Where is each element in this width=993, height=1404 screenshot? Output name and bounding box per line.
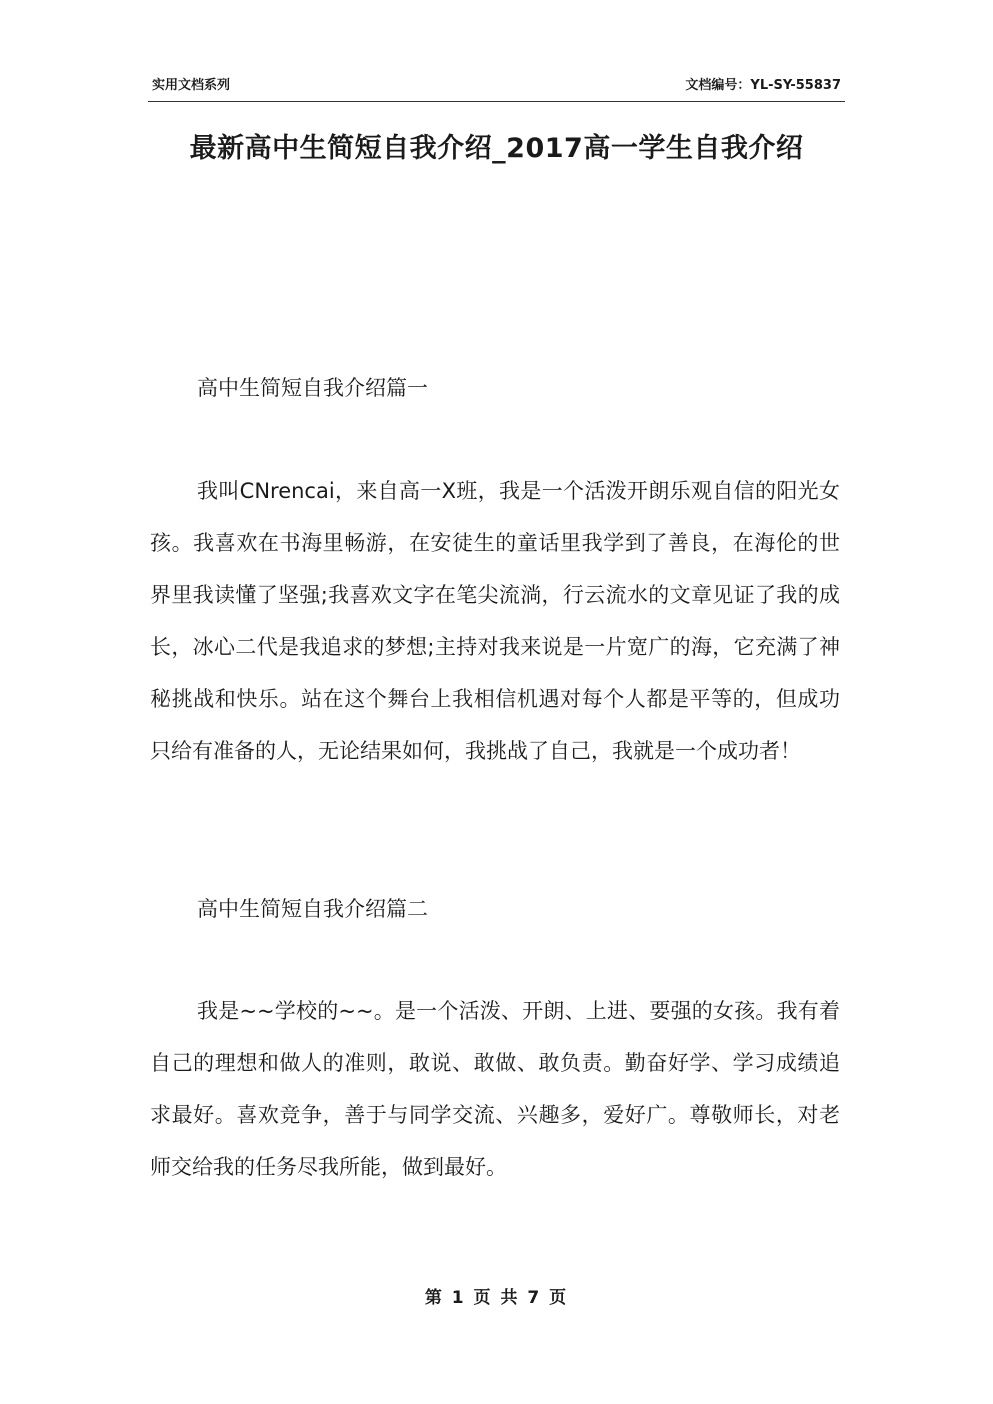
section-body-1: 我叫CNrencai，来自高一X班，我是一个活泼开朗乐观自信的阳光女孩。我喜欢在书海里畅游，在安徒生的童话里我学到了善良，在海伦的世界里我读懂了坚强;我喜欢文字在笔尖流淌，行云流水的文章见证了我的成长，冰心二代是我追求的梦想;主持对我来说是一片宽广的海，它充满了神秘挑战和快乐。站在这个舞台上我相信机遇对每个人都是平等的，但成功只给有准备的人，无论结果如何，我挑战了自己，我就是一个成功者！ xyxy=(150,479,840,763)
header-divider xyxy=(148,101,845,102)
page-number: 第 1 页 共 7 页 xyxy=(424,1288,569,1308)
series-label: 实用文档系列 xyxy=(152,78,231,93)
document-title: 最新高中生简短自我介绍_2017高一学生自我介绍 xyxy=(189,133,804,164)
document-number: 文档编号：YL-SY-55837 xyxy=(685,78,841,93)
section-body-2: 我是~~学校的~~。是一个活泼、开朗、上进、要强的女孩。我有着自己的理想和做人的准则，敢说、敢做、敢负责。勤奋好学、学习成绩追求最好。喜欢竞争，善于与同学交流、兴趣多，爱好广。尊敬师长，对老师交给我的任务尽我所能，做到最好。 xyxy=(150,999,840,1179)
section-heading-1: 高中生简短自我介绍篇一 xyxy=(197,376,428,400)
section-heading-2: 高中生简短自我介绍篇二 xyxy=(197,897,428,921)
